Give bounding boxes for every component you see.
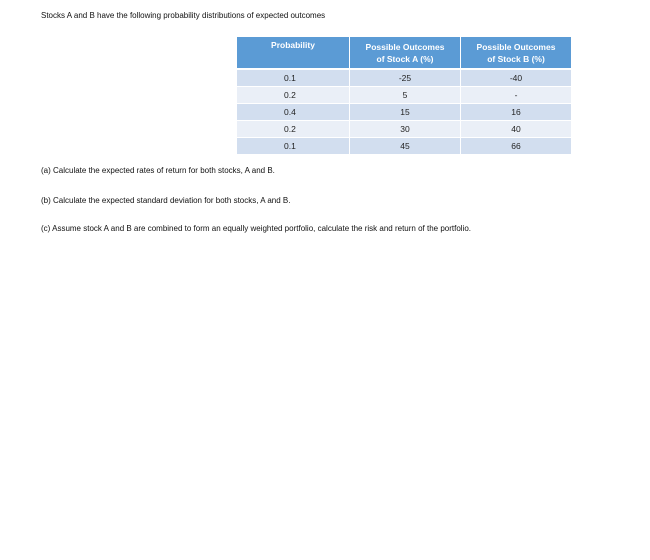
cell-stock-a: 15 bbox=[350, 104, 461, 121]
cell-probability: 0.1 bbox=[237, 69, 350, 87]
table-row bbox=[237, 121, 572, 138]
cell-probability: 0.4 bbox=[237, 104, 350, 121]
question-a: (a) Calculate the expected rates of return for both stocks, A and B. bbox=[41, 166, 275, 175]
cell-stock-a: 45 bbox=[350, 138, 461, 155]
header-stock-a-line2: of Stock A (%) bbox=[376, 53, 434, 64]
cell-probability: 0.2 bbox=[237, 87, 350, 104]
cell-stock-b: 16 bbox=[461, 104, 572, 121]
cell-stock-b: 66 bbox=[461, 138, 572, 155]
header-stock-a-line1: Possible Outcomes bbox=[365, 41, 445, 52]
question-c: (c) Assume stock A and B are combined to form an equally weighted portfolio, calculate the risk and return of the portfolio. bbox=[41, 224, 472, 233]
cell-stock-b: 40 bbox=[461, 121, 572, 138]
cell-stock-b: -40 bbox=[461, 69, 572, 87]
question-b: (b) Calculate the expected standard deviation for both stocks, A and B. bbox=[41, 196, 291, 205]
header-stock-b-line2: of Stock B (%) bbox=[487, 53, 545, 64]
table-header-row bbox=[237, 37, 572, 70]
header-stock-b-line1: Possible Outcomes bbox=[476, 41, 556, 52]
intro-text: Stocks A and B have the following probability distributions of expected outcomes bbox=[41, 11, 326, 20]
cell-stock-b: - bbox=[461, 87, 572, 104]
header-stock-b bbox=[461, 37, 572, 70]
table-row bbox=[237, 87, 572, 104]
cell-stock-a: 5 bbox=[350, 87, 461, 104]
table-row bbox=[237, 69, 572, 87]
probability-distribution-table bbox=[236, 36, 572, 155]
table-row bbox=[237, 104, 572, 121]
header-probability-label: Probability bbox=[271, 40, 315, 50]
cell-probability: 0.2 bbox=[237, 121, 350, 138]
cell-stock-a: 30 bbox=[350, 121, 461, 138]
header-probability bbox=[237, 37, 350, 70]
cell-probability: 0.1 bbox=[237, 138, 350, 155]
table-row bbox=[237, 138, 572, 155]
cell-stock-a: -25 bbox=[350, 69, 461, 87]
header-stock-a bbox=[350, 37, 461, 70]
